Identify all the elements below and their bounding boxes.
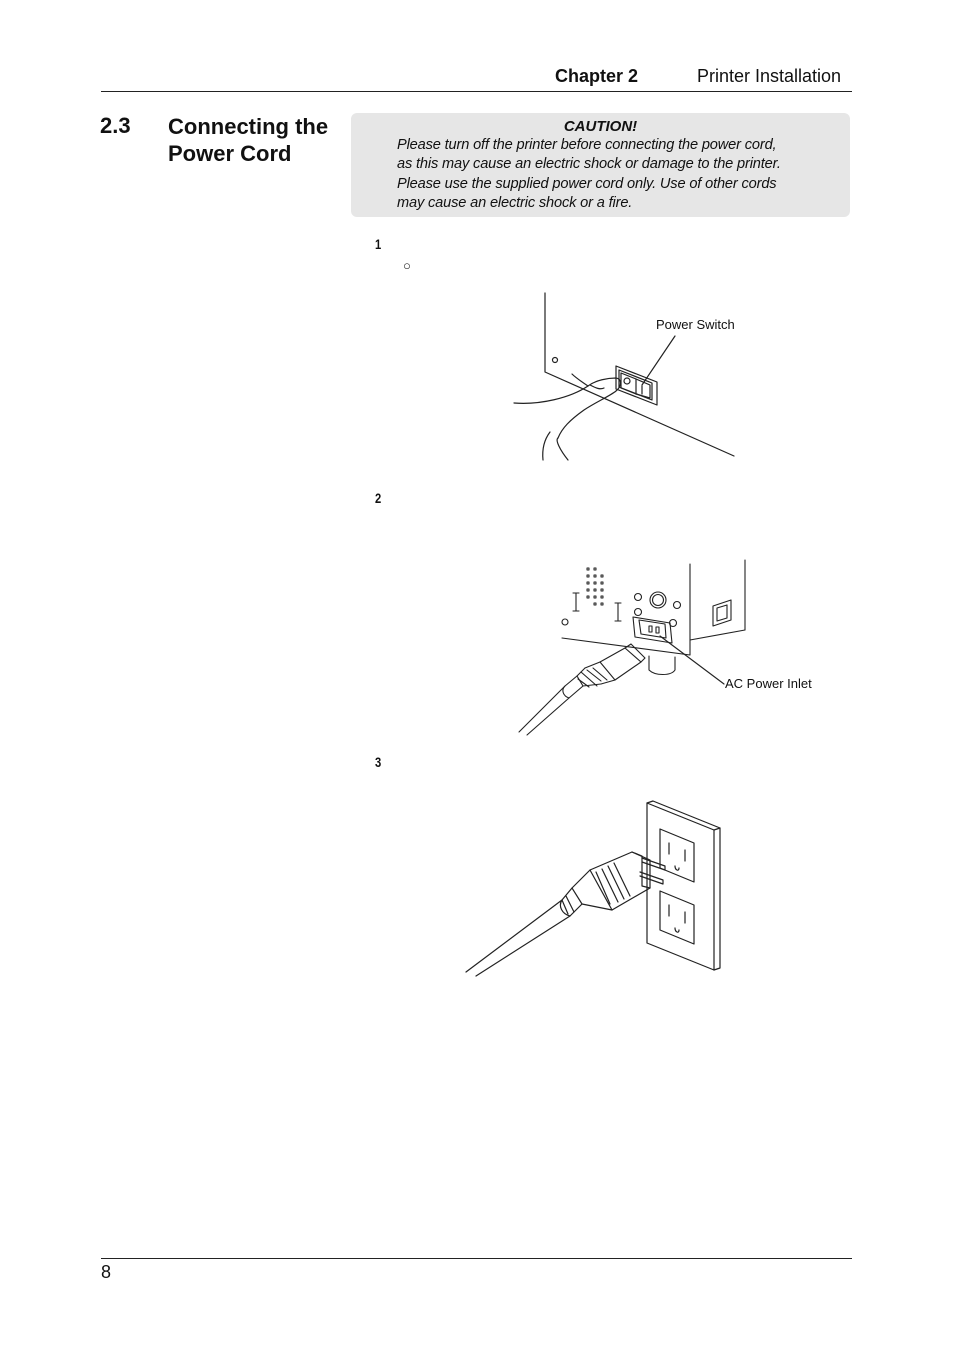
header-rule [101,91,852,92]
step-number-1: 1 [375,236,382,252]
footer-rule [101,1258,852,1259]
ac-inlet-figure [515,560,755,735]
ac-inlet-label: AC Power Inlet [725,676,812,691]
chapter-label: Chapter 2 [555,66,639,86]
off-symbol-icon: ○ [403,258,411,273]
chapter-title: Printer Installation [697,66,842,86]
caution-line: Please turn off the printer before connecting the power cord, [397,137,777,153]
power-switch-figure [500,290,760,462]
power-switch-label: Power Switch [656,317,735,332]
caution-line: Please use the supplied power cord only. Use of other cords [397,175,777,192]
caution-box [351,113,850,217]
section-title: Connecting the Power Cord [168,114,329,166]
caution-title: CAUTION! [563,118,638,135]
wall-outlet-figure [462,800,722,978]
step-number-3: 3 [375,754,382,770]
caution-line: may cause an electric shock or a fire. [397,195,633,212]
caution-line: as this may cause an electric shock or damage to the printer. [397,156,781,173]
section-number: 2.3 [100,113,131,138]
step-number-2: 2 [375,490,382,506]
caution-body [397,136,842,214]
page-number: 8 [101,1262,112,1282]
